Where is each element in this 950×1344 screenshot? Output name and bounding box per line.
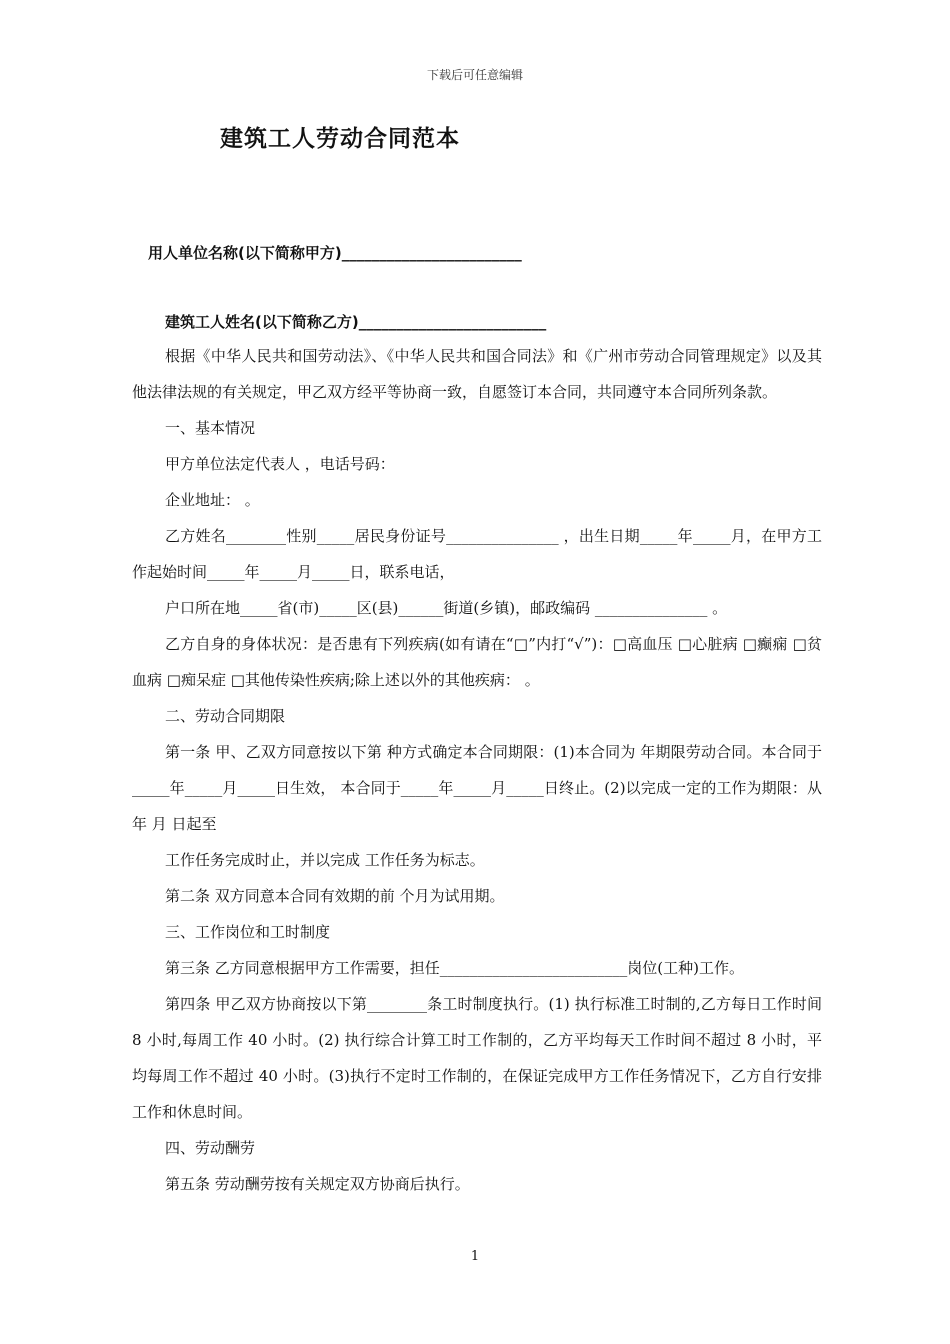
header-note: 下载后可任意编辑	[426, 68, 523, 82]
paragraph-worker-info: 乙方姓名________性别_____居民身份证号_______________ ，出生日期_____年_____月，在甲方工作起始时间_____年_____月_____日，联系电话，	[132, 527, 822, 581]
section-heading-pay: 四、劳动酬劳	[165, 1139, 256, 1157]
article-2: 第二条 双方同意本合同有效期的前 个月为试用期。	[165, 887, 505, 905]
employer-name-line: 用人单位名称(以下简称甲方)________________________	[148, 244, 522, 262]
article-1-cont: 工作任务完成时止，并以完成 工作任务为标志。	[165, 851, 485, 869]
article-3: 第三条 乙方同意根据甲方工作需要，担任_________________________岗位(工种)工作。	[165, 959, 744, 977]
article-1: 第一条 甲、乙双方同意按以下第 种方式确定本合同期限：(1)本合同为 年期限劳动合同。本合同于_____年_____月_____日生效， 本合同于_____年_____月_____日终止。(2)以完成一定的工作为期限：从 年 月 日起至	[132, 743, 822, 833]
section-heading-term: 二、劳动合同期限	[165, 707, 286, 725]
article-5: 第五条 劳动酬劳按有关规定双方协商后执行。	[165, 1175, 470, 1193]
worker-name-line: 建筑工人姓名(以下简称乙方)_________________________	[165, 313, 547, 331]
paragraph-health: 乙方自身的身体状况：是否患有下列疾病(如有请在“□”内打“√”)：□高血压 □心脏病 □癫痫 □贫血病 □痴呆症 □其他传染性疾病;除上述以外的其他疾病： 。	[132, 635, 822, 689]
contract-body	[132, 338, 822, 1202]
paragraph-household: 户口所在地_____省(市)_____区(县)______街道(乡镇)，邮政编码 _______________ 。	[165, 599, 728, 617]
paragraph-legal-rep: 甲方单位法定代表人 ，电话号码：	[165, 455, 395, 473]
section-heading-position: 三、工作岗位和工时制度	[165, 923, 331, 941]
document-title: 建筑工人劳动合同范本	[220, 126, 460, 152]
section-heading-basic-info: 一、基本情况	[165, 419, 256, 437]
article-4: 第四条 甲乙双方协商按以下第________条工时制度执行。(1) 执行标准工时制的,乙方每日工作时间 8 小时,每周工作 40 小时。(2) 执行综合计算工时工作制的，乙方平均每天工作时间不超过 8 小时，平均每周工作不超过 40 小时。(3)执行不定时工作制的，在保证完成甲方工作任务情况下，乙方自行安排工作和休息时间。	[132, 995, 822, 1121]
page-number: 1	[470, 1249, 480, 1264]
paragraph-address: 企业地址： 。	[165, 491, 260, 509]
paragraph-intro: 根据《中华人民共和国劳动法》、《中华人民共和国合同法》和《广州市劳动合同管理规定》以及其他法律法规的有关规定，甲乙双方经平等协商一致，自愿签订本合同，共同遵守本合同所列条款。	[132, 347, 822, 401]
